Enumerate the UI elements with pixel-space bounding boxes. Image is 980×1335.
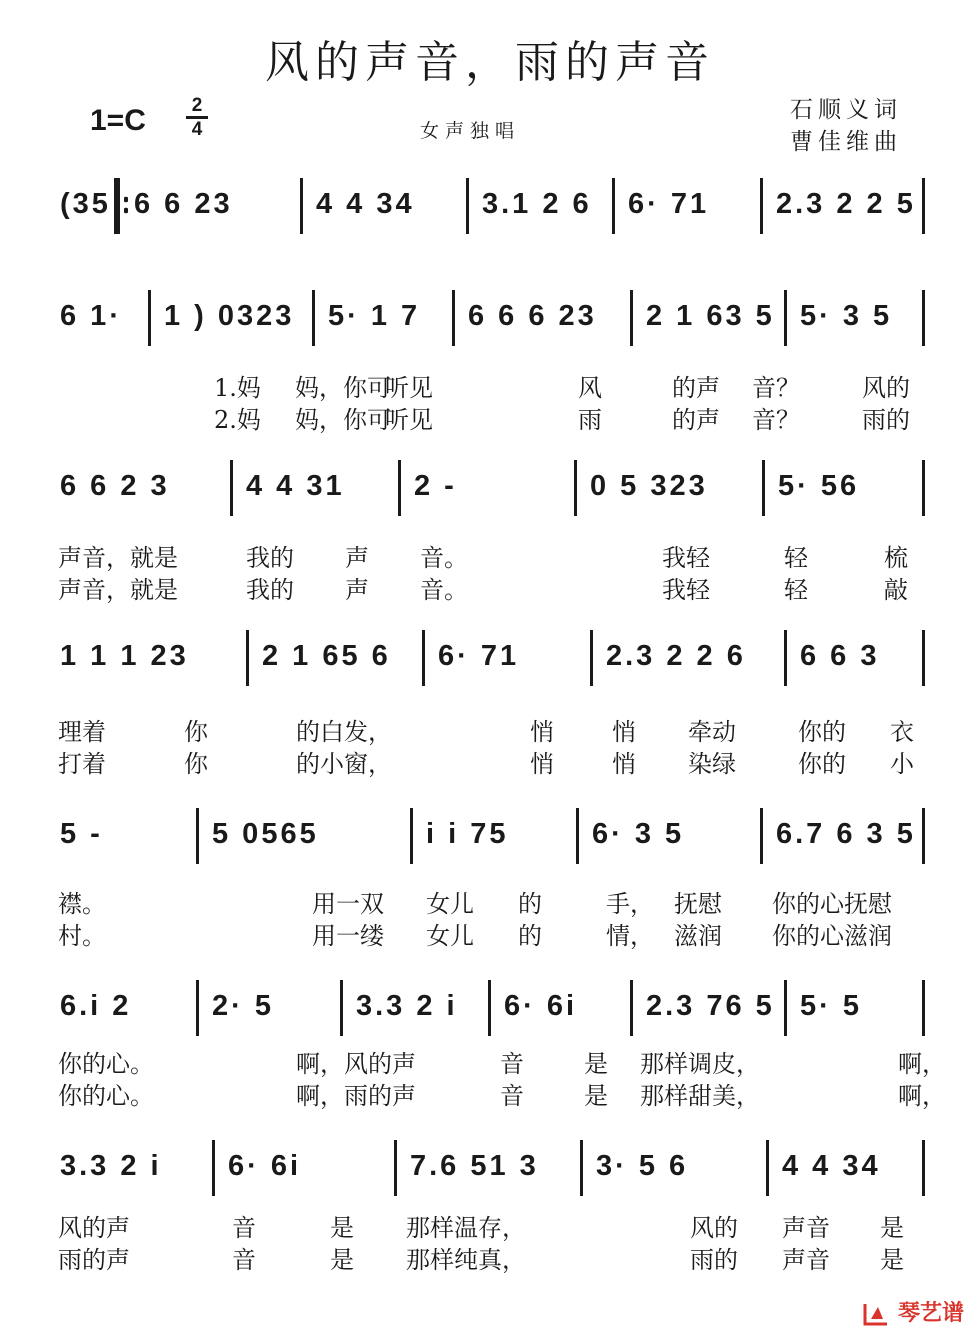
barline	[784, 630, 787, 686]
performance-type: 女声独唱	[420, 120, 521, 142]
measure-notes: 5 -	[60, 818, 103, 850]
lyric-line-verse-2	[0, 916, 980, 950]
lyric-word: 雨的声	[58, 1246, 130, 1274]
lyric-word: 我的	[246, 544, 294, 572]
lyric-word: 你的	[798, 718, 846, 746]
lyric-word: 音	[232, 1214, 256, 1242]
meter-bottom: 4	[191, 119, 203, 140]
key-signature: 1=C	[90, 104, 146, 137]
lyric-word: 啊，风的声	[296, 1050, 416, 1078]
lyric-word: 是	[880, 1246, 904, 1274]
barline	[922, 808, 925, 864]
lyric-word: 的	[518, 890, 542, 918]
lyric-word: 风的	[690, 1214, 738, 1242]
barline	[196, 980, 199, 1036]
lyric-word: 牵动	[688, 718, 736, 746]
barline	[630, 980, 633, 1036]
measure-notes: 3· 5 6	[596, 1150, 689, 1182]
measure-notes: 4 4 34	[782, 1150, 881, 1182]
repeat-dots	[124, 194, 128, 216]
barline	[590, 630, 593, 686]
lyric-word: 衣	[890, 718, 914, 746]
lyric-word: 打着	[58, 750, 106, 778]
barline	[630, 290, 633, 346]
lyric-word: 啊，	[898, 1082, 946, 1110]
measure-notes: i i 75	[426, 818, 509, 850]
lyric-word: 听见	[385, 406, 433, 434]
barline	[410, 808, 413, 864]
measure-notes: 2.3 76 5	[646, 990, 775, 1022]
lyric-word: 妈，你可	[295, 374, 391, 402]
lyric-word: 敲	[884, 576, 908, 604]
lyric-word: 你的心滋润	[772, 922, 892, 950]
lyric-word: 妈，你可	[295, 406, 391, 434]
lyric-word: 那样温存，	[406, 1214, 526, 1242]
barline	[196, 808, 199, 864]
measure-notes: 1 ) 0323	[164, 300, 295, 332]
measure-notes: 6· 71	[438, 640, 520, 672]
lyric-line-verse-1	[0, 712, 980, 746]
lyric-word: 雨	[578, 406, 602, 434]
measure-notes: 5· 3 5	[800, 300, 893, 332]
lyric-word: 你的心抚慰	[772, 890, 892, 918]
lyric-word: 轻	[784, 576, 808, 604]
barline	[212, 1140, 215, 1196]
barline	[230, 460, 233, 516]
barline	[576, 808, 579, 864]
lyric-word: 音。	[420, 576, 468, 604]
barline	[466, 178, 469, 234]
measure-notes: 6 6 2 3	[60, 470, 170, 502]
lyric-line-verse-2	[0, 570, 980, 604]
measure-notes: 6.7 6 3 5	[776, 818, 916, 850]
score-system	[0, 290, 980, 354]
measure-notes: 5· 56	[778, 470, 860, 502]
barline	[394, 1140, 397, 1196]
barline	[784, 290, 787, 346]
barline	[612, 178, 615, 234]
measure-notes: 2.3 2 2 6	[606, 640, 746, 672]
barline	[922, 1140, 925, 1196]
lyric-word: 悄	[612, 718, 636, 746]
lyric-word: 用一双	[312, 890, 384, 918]
measure-notes: 7.6 51 3	[410, 1150, 539, 1182]
lyric-line-verse-2	[0, 400, 980, 434]
lyric-word: 女儿	[426, 922, 474, 950]
measure-notes: 0 5 323	[590, 470, 708, 502]
lyric-word: 手，	[606, 890, 654, 918]
lyric-line-verse-2	[0, 1240, 980, 1274]
lyric-word: 风的声	[58, 1214, 130, 1242]
lyric-word: 的白发，	[296, 718, 392, 746]
barline	[300, 178, 303, 234]
measure-notes: 6 6 3	[800, 640, 880, 672]
measure-notes: 6 6 23	[134, 188, 233, 220]
lyric-word: 听见	[385, 374, 433, 402]
lyric-word: 悄	[612, 750, 636, 778]
lyric-word: 那样甜美，	[640, 1082, 760, 1110]
barline	[148, 290, 151, 346]
lyric-word: 音？	[752, 374, 800, 402]
barline	[340, 980, 343, 1036]
lyric-word: 雨的	[690, 1246, 738, 1274]
barline	[488, 980, 491, 1036]
barline	[922, 290, 925, 346]
time-signature	[186, 96, 208, 139]
lyric-word: 声音，就是	[58, 544, 178, 572]
barline	[312, 290, 315, 346]
lyric-word: 是	[880, 1214, 904, 1242]
measure-notes: 5 0565	[212, 818, 319, 850]
lyric-word: 风的	[862, 374, 910, 402]
lyric-word: 理着	[58, 718, 106, 746]
meter-top: 2	[191, 95, 203, 116]
lyric-word: 声音	[782, 1214, 830, 1242]
barline	[922, 980, 925, 1036]
barline	[422, 630, 425, 686]
song-title: 风的声音，雨的声音	[265, 37, 715, 88]
lyric-word: 音？	[752, 406, 800, 434]
measure-notes: 3.1 2 6	[482, 188, 592, 220]
credits	[790, 94, 902, 158]
qinyipu-logo-icon	[862, 1301, 890, 1327]
score-system	[0, 178, 980, 242]
watermark-text: 琴艺谱	[897, 1301, 964, 1326]
lyricist: 石顺义词	[790, 97, 902, 123]
measure-notes: 2 -	[414, 470, 457, 502]
measure-notes: 5· 5	[800, 990, 862, 1022]
lyric-word: 襟。	[58, 890, 106, 918]
lyric-word: 情，	[606, 922, 654, 950]
barline	[580, 1140, 583, 1196]
lyric-word: 染绿	[688, 750, 736, 778]
lyric-word: 抚慰	[674, 890, 722, 918]
score-system	[0, 630, 980, 694]
lyric-word: 我轻	[662, 576, 710, 604]
lyric-word: 是	[330, 1246, 354, 1274]
lyric-word: 是	[584, 1050, 608, 1078]
barline	[398, 460, 401, 516]
measure-notes: 6.i 2	[60, 990, 132, 1022]
barline	[922, 460, 925, 516]
measure-notes: 6· 3 5	[592, 818, 685, 850]
lyric-word: 悄	[530, 750, 554, 778]
lyric-line-verse-1	[0, 368, 980, 402]
measure-notes: 1 1 1 23	[60, 640, 189, 672]
lyric-word: 用一缕	[312, 922, 384, 950]
lyric-word: 1.妈	[214, 374, 261, 402]
measure-notes: 6· 6i	[504, 990, 578, 1022]
lyric-word: 是	[584, 1082, 608, 1110]
composer: 曹佳维曲	[790, 129, 902, 155]
score-system	[0, 460, 980, 524]
lyric-word: 声	[345, 544, 369, 572]
lyric-word: 音。	[420, 544, 468, 572]
lyric-word: 是	[330, 1214, 354, 1242]
measure-notes: 4 4 34	[316, 188, 415, 220]
lyric-word: 滋润	[674, 922, 722, 950]
lyric-word: 音	[232, 1246, 256, 1274]
score-system	[0, 808, 980, 872]
lyric-line-verse-1	[0, 1044, 980, 1078]
barline	[760, 178, 763, 234]
barline	[452, 290, 455, 346]
barline	[246, 630, 249, 686]
repeat-start-barline	[114, 178, 120, 234]
lyric-word: 你的	[798, 750, 846, 778]
measure-notes: 2· 5	[212, 990, 274, 1022]
measure-notes: 2 1 65 6	[262, 640, 391, 672]
lyric-word: 啊，雨的声	[296, 1082, 416, 1110]
measure-notes: 3.3 2 i	[356, 990, 458, 1022]
measure-notes: (35	[60, 188, 111, 220]
lyric-word: 声	[345, 576, 369, 604]
measure-notes: 4 4 31	[246, 470, 345, 502]
measure-notes: 6· 71	[628, 188, 710, 220]
barline	[922, 178, 925, 234]
lyric-line-verse-1	[0, 538, 980, 572]
lyric-line-verse-2	[0, 744, 980, 778]
lyric-word: 梳	[884, 544, 908, 572]
lyric-word: 小	[890, 750, 914, 778]
watermark	[862, 1296, 964, 1327]
lyric-word: 2.妈	[214, 406, 261, 434]
lyric-word: 村。	[58, 922, 106, 950]
barline	[760, 808, 763, 864]
measure-notes: 6· 6i	[228, 1150, 302, 1182]
lyric-word: 雨的	[862, 406, 910, 434]
lyric-word: 你的心。	[58, 1050, 154, 1078]
lyric-word: 声音	[782, 1246, 830, 1274]
barline	[766, 1140, 769, 1196]
lyric-word: 我的	[246, 576, 294, 604]
lyric-word: 的小窗，	[296, 750, 392, 778]
lyric-word: 轻	[784, 544, 808, 572]
measure-notes: 6 6 6 23	[468, 300, 597, 332]
score-system	[0, 1140, 980, 1204]
lyric-word: 啊，	[898, 1050, 946, 1078]
lyric-line-verse-1	[0, 884, 980, 918]
lyric-word: 你	[184, 718, 208, 746]
lyric-word: 我轻	[662, 544, 710, 572]
lyric-word: 你的心。	[58, 1082, 154, 1110]
lyric-word: 那样纯真，	[406, 1246, 526, 1274]
lyric-word: 音	[500, 1050, 524, 1078]
lyric-line-verse-2	[0, 1076, 980, 1110]
measure-notes: 6 1·	[60, 300, 122, 332]
barline	[922, 630, 925, 686]
measure-notes: 2 1 63 5	[646, 300, 775, 332]
lyric-word: 悄	[530, 718, 554, 746]
barline	[784, 980, 787, 1036]
lyric-word: 那样调皮，	[640, 1050, 760, 1078]
measure-notes: 3.3 2 i	[60, 1150, 162, 1182]
lyric-word: 的声	[672, 406, 720, 434]
lyric-word: 声音，就是	[58, 576, 178, 604]
lyric-word: 风	[578, 374, 602, 402]
barline	[762, 460, 765, 516]
lyric-word: 的	[518, 922, 542, 950]
lyric-line-verse-1	[0, 1208, 980, 1242]
barline	[574, 460, 577, 516]
lyric-word: 你	[184, 750, 208, 778]
lyric-word: 女儿	[426, 890, 474, 918]
lyric-word: 音	[500, 1082, 524, 1110]
score-system	[0, 980, 980, 1044]
measure-notes: 2.3 2 2 5	[776, 188, 916, 220]
lyric-word: 的声	[672, 374, 720, 402]
measure-notes: 5· 1 7	[328, 300, 421, 332]
